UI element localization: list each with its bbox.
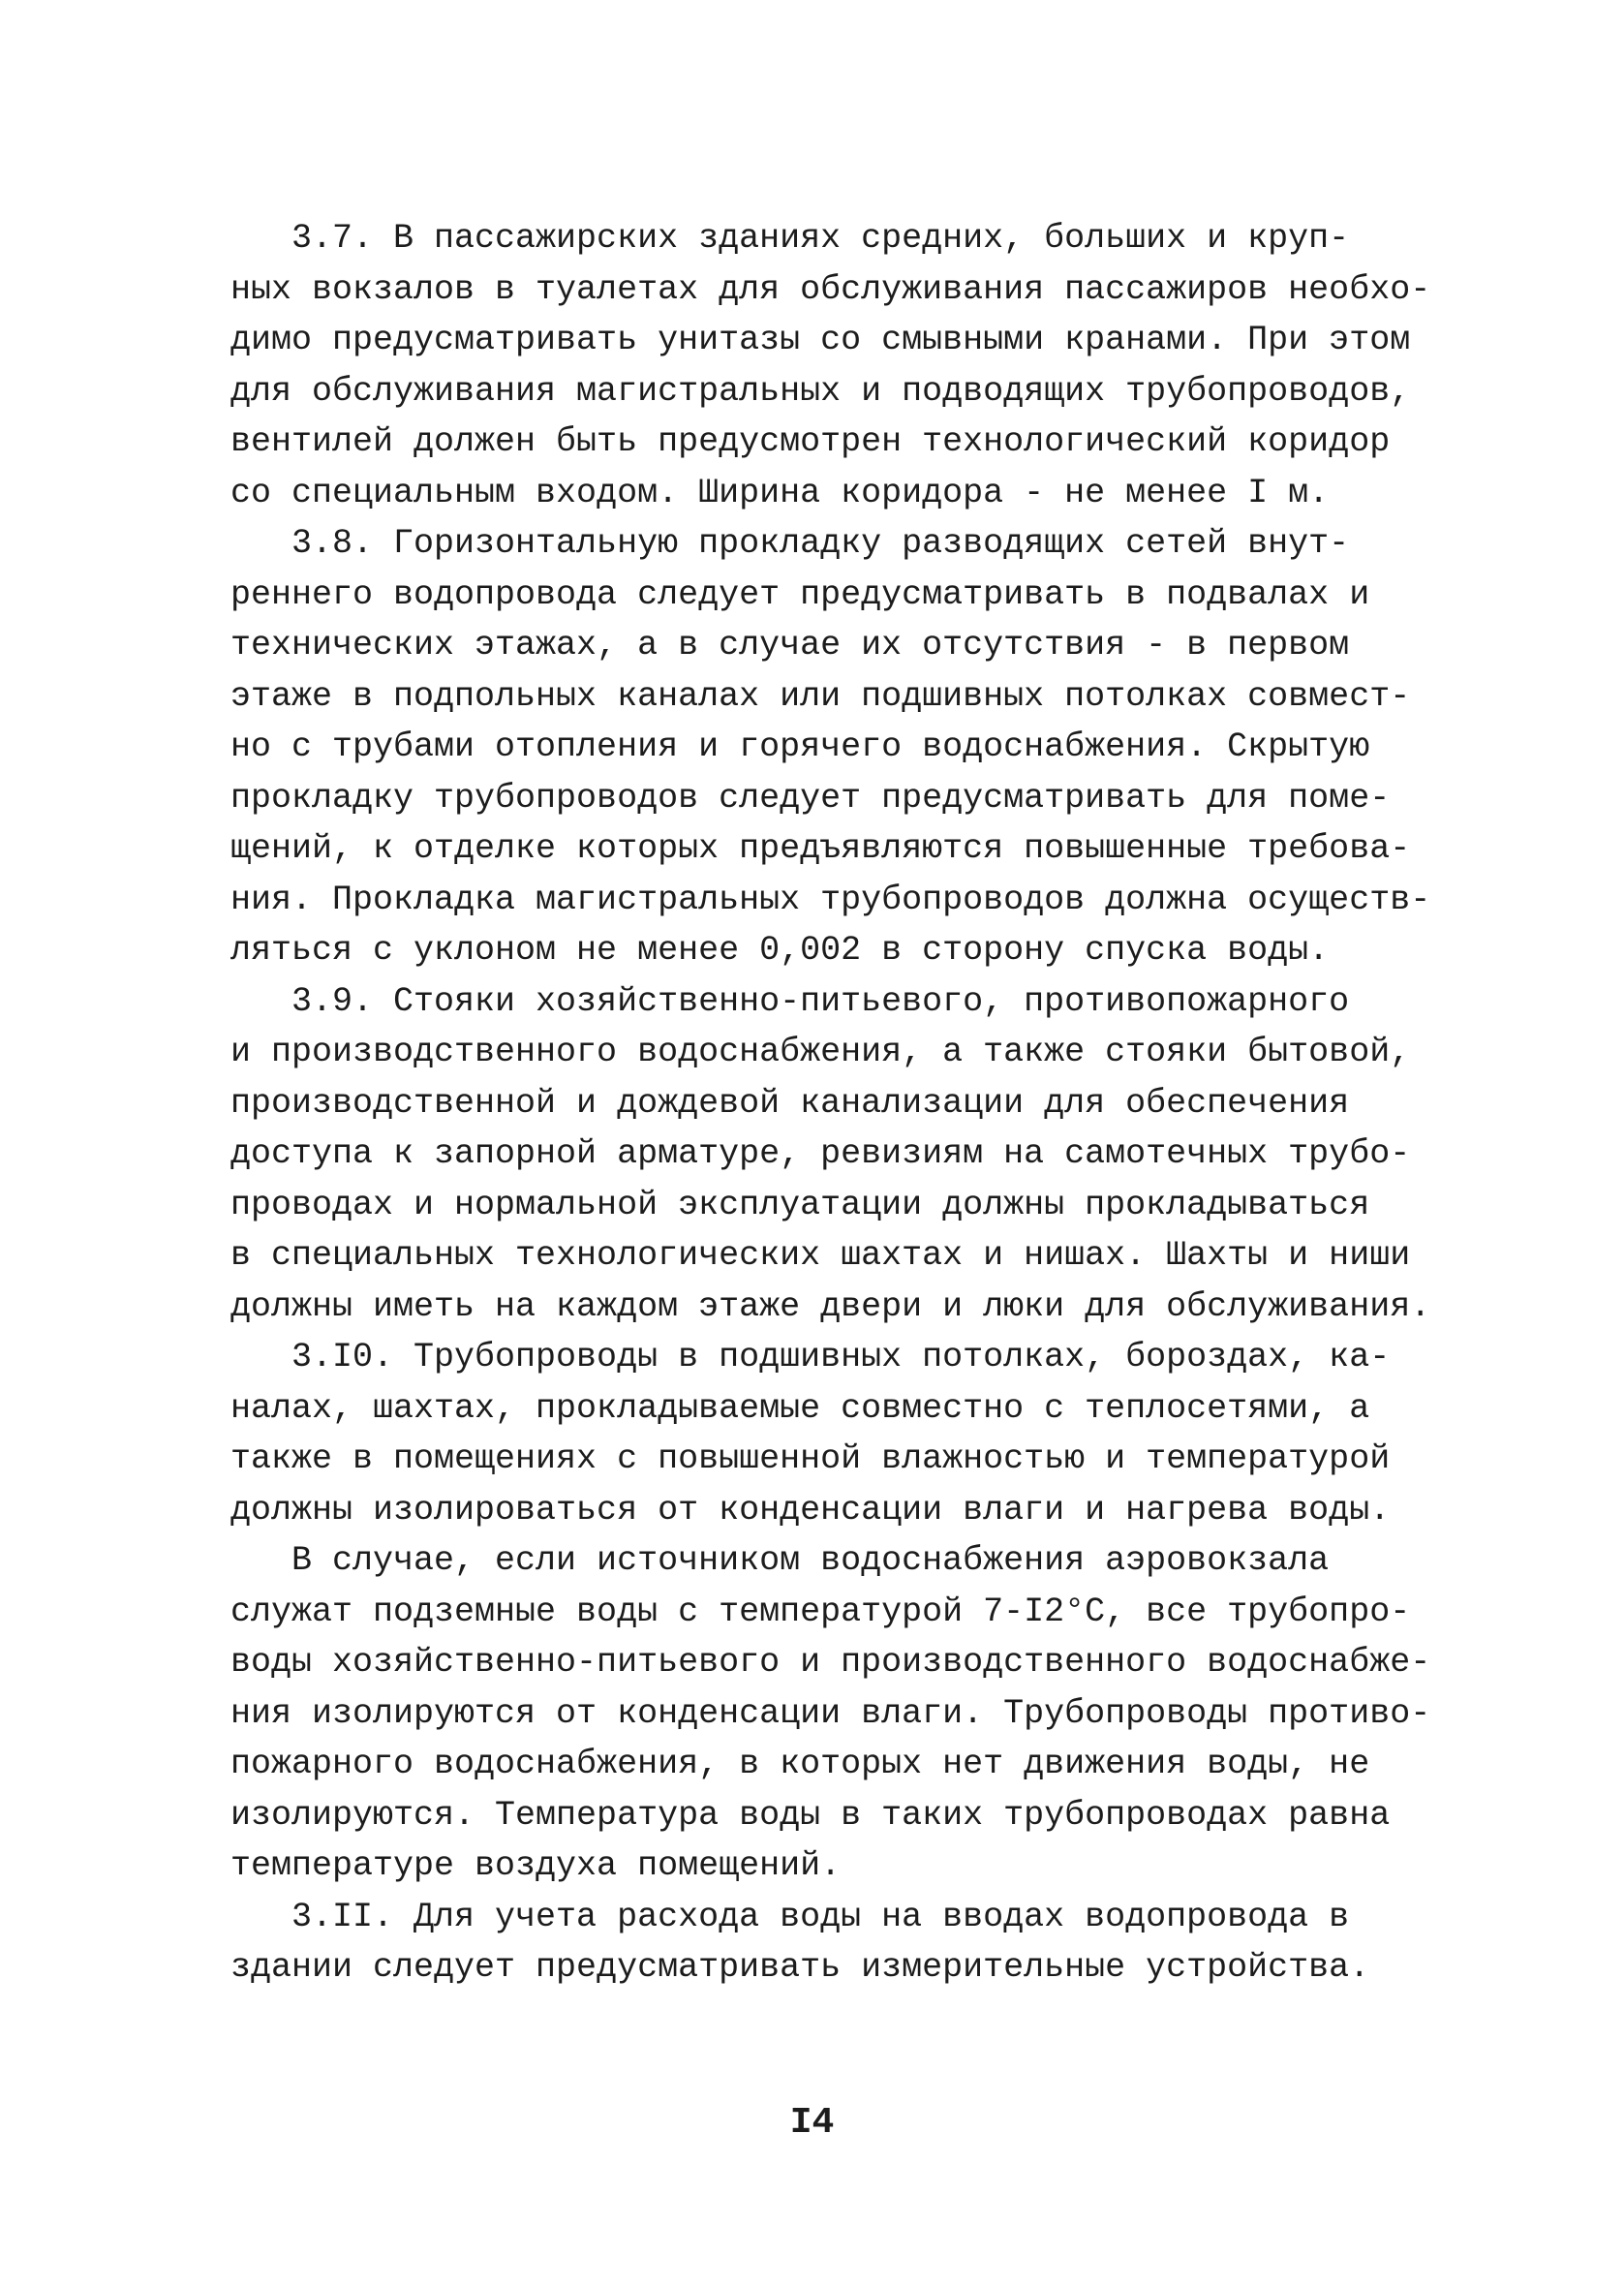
text-line: температуре воздуха помещений. <box>230 1846 842 1885</box>
text-line: доступа к запорной арматуре, ревизиям на самотечных трубо- <box>230 1134 1411 1173</box>
text-line: но с трубами отопления и горячего водоснабжения. Скрытую <box>230 727 1370 766</box>
paragraph-3-8 <box>230 518 1431 976</box>
text-line: пожарного водоснабжения, в которых нет движения воды, не <box>230 1745 1370 1783</box>
text-line: должны изолироваться от конденсации влаги и нагрева воды. <box>230 1490 1391 1530</box>
text-line: ляться с уклоном не менее 0,002 в сторону спуска воды. <box>230 931 1330 970</box>
text-line: вентилей должен быть предусмотрен технологический коридор <box>230 422 1391 461</box>
text-line: должны иметь на каждом этаже двери и люки для обслуживания. <box>230 1286 1431 1326</box>
text-line: 3.9. Стояки хозяйственно-питьевого, противопожарного <box>230 981 1350 1021</box>
paragraph-3-11 <box>230 1892 1431 1994</box>
text-line: ния изолируются от конденсации влаги. Трубопроводы противо- <box>230 1693 1431 1733</box>
text-line: прокладку трубопроводов следует предусматривать для поме- <box>230 778 1391 818</box>
text-line: со специальным входом. Ширина коридора - не менее I м. <box>230 473 1330 512</box>
text-line: этаже в подпольных каналах или подшивных потолках совмест- <box>230 676 1411 716</box>
text-line: в специальных технологических шахтах и нишах. Шахты и ниши <box>230 1236 1411 1275</box>
text-line: ных вокзалов в туалетах для обслуживания пассажиров необхо- <box>230 269 1431 309</box>
text-line: для обслуживания магистральных и подводящих трубопроводов, <box>230 371 1411 411</box>
text-line: также в помещениях с повышенной влажностью и температурой <box>230 1439 1391 1478</box>
text-line: В случае, если источником водоснабжения аэровокзала <box>230 1541 1330 1580</box>
text-line: и производственного водоснабжения, а также стояки бытовой, <box>230 1033 1411 1071</box>
paragraph-3-10 <box>230 1332 1431 1535</box>
text-line: 3.I0. Трубопроводы в подшивных потолках, бороздах, ка- <box>230 1338 1391 1376</box>
text-line: 3.7. В пассажирских зданиях средних, больших и круп- <box>230 219 1350 258</box>
text-line: 3.8. Горизонтальную прокладку разводящих сетей внут- <box>230 524 1350 563</box>
text-line: щений, к отделке которых предъявляются повышенные требова- <box>230 829 1411 868</box>
text-line: налах, шахтах, прокладываемые совместно с теплосетями, а <box>230 1388 1370 1428</box>
text-line: изолируются. Температура воды в таких трубопроводах равна <box>230 1795 1391 1835</box>
text-line: воды хозяйственно-питьевого и производственного водоснабже- <box>230 1643 1431 1682</box>
text-line: производственной и дождевой канализации для обеспечения <box>230 1083 1350 1123</box>
text-line: реннего водопровода следует предусматривать в подвалах и <box>230 574 1370 614</box>
text-line: служат подземные воды с температурой 7-I2°С, все трубопро- <box>230 1592 1411 1631</box>
page-number: I4 <box>789 2102 835 2144</box>
text-line: димо предусматривать унитазы со смывными кранами. При этом <box>230 321 1411 359</box>
text-line: ния. Прокладка магистральных трубопроводов должна осуществ- <box>230 880 1431 919</box>
paragraph-3-9 <box>230 976 1431 1333</box>
paragraph-3-7 <box>230 213 1431 518</box>
text-line: здании следует предусматривать измерительные устройства. <box>230 1948 1370 1987</box>
text-line: 3.II. Для учета расхода воды на вводах водопровода в <box>230 1897 1350 1936</box>
text-line: проводах и нормальной эксплуатации должны прокладываться <box>230 1185 1370 1224</box>
paragraph-3-10-note <box>230 1535 1431 1892</box>
text-line: технических этажах, а в случае их отсутствия - в первом <box>230 626 1350 665</box>
body-text <box>230 213 1431 1994</box>
